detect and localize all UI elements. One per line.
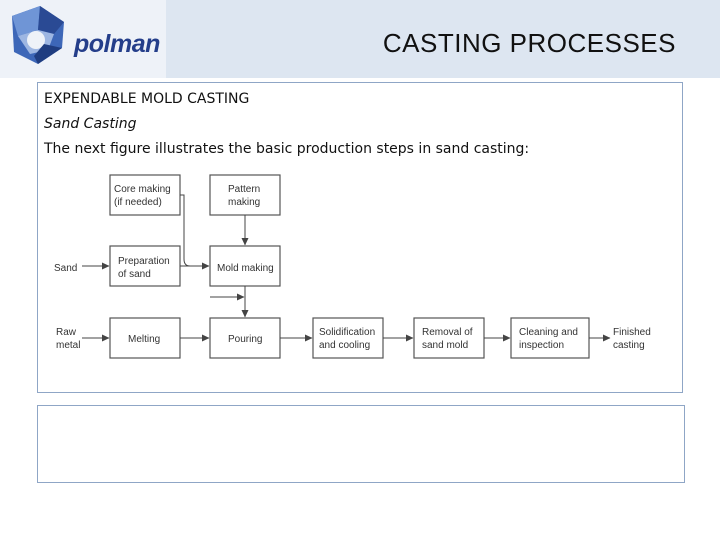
subsection-heading: Sand Casting [44,116,137,132]
finished-casting-label-1: Finished [613,327,651,338]
section-heading: EXPENDABLE MOLD CASTING [44,91,250,107]
content-panel [37,82,683,393]
melting-label: Melting [128,334,161,345]
preparation-label-1: Preparation [118,256,170,267]
slide-header [0,0,720,78]
mold-making-label: Mold making [217,263,274,274]
logo-text: polman [74,30,160,58]
core-to-mold-arrow [180,195,190,266]
sand-casting-flow-diagram [38,83,684,394]
removal-box [414,318,484,358]
solidification-box [313,318,383,358]
empty-content-panel [37,405,685,483]
raw-metal-label-2: metal [56,340,81,351]
removal-label-2: sand mold [422,340,469,351]
pattern-making-label-2: making [228,197,261,208]
removal-label-1: Removal of [422,327,473,338]
cleaning-box [511,318,589,358]
core-making-label-1: Core making [114,184,171,195]
cleaning-label-2: inspection [519,340,565,351]
pouring-label: Pouring [228,334,263,345]
intro-text: The next figure illustrates the basic production steps in sand casting: [44,141,530,157]
solidification-label-1: Solidification [319,327,376,338]
preparation-label-2: of sand [118,269,151,280]
pattern-making-box [210,175,280,215]
finished-casting-label-2: casting [613,340,645,351]
sand-input-label: Sand [54,263,78,274]
slide-title: CASTING PROCESSES [382,28,676,58]
raw-metal-label-1: Raw [56,327,77,338]
pattern-making-label-1: Pattern [228,184,261,195]
core-making-label-2: (if needed) [114,197,162,208]
logo [0,0,166,78]
core-making-box [110,175,180,215]
cleaning-label-1: Cleaning and [519,327,578,338]
solidification-label-2: and cooling [319,340,371,351]
polman-logo-icon [4,4,74,74]
